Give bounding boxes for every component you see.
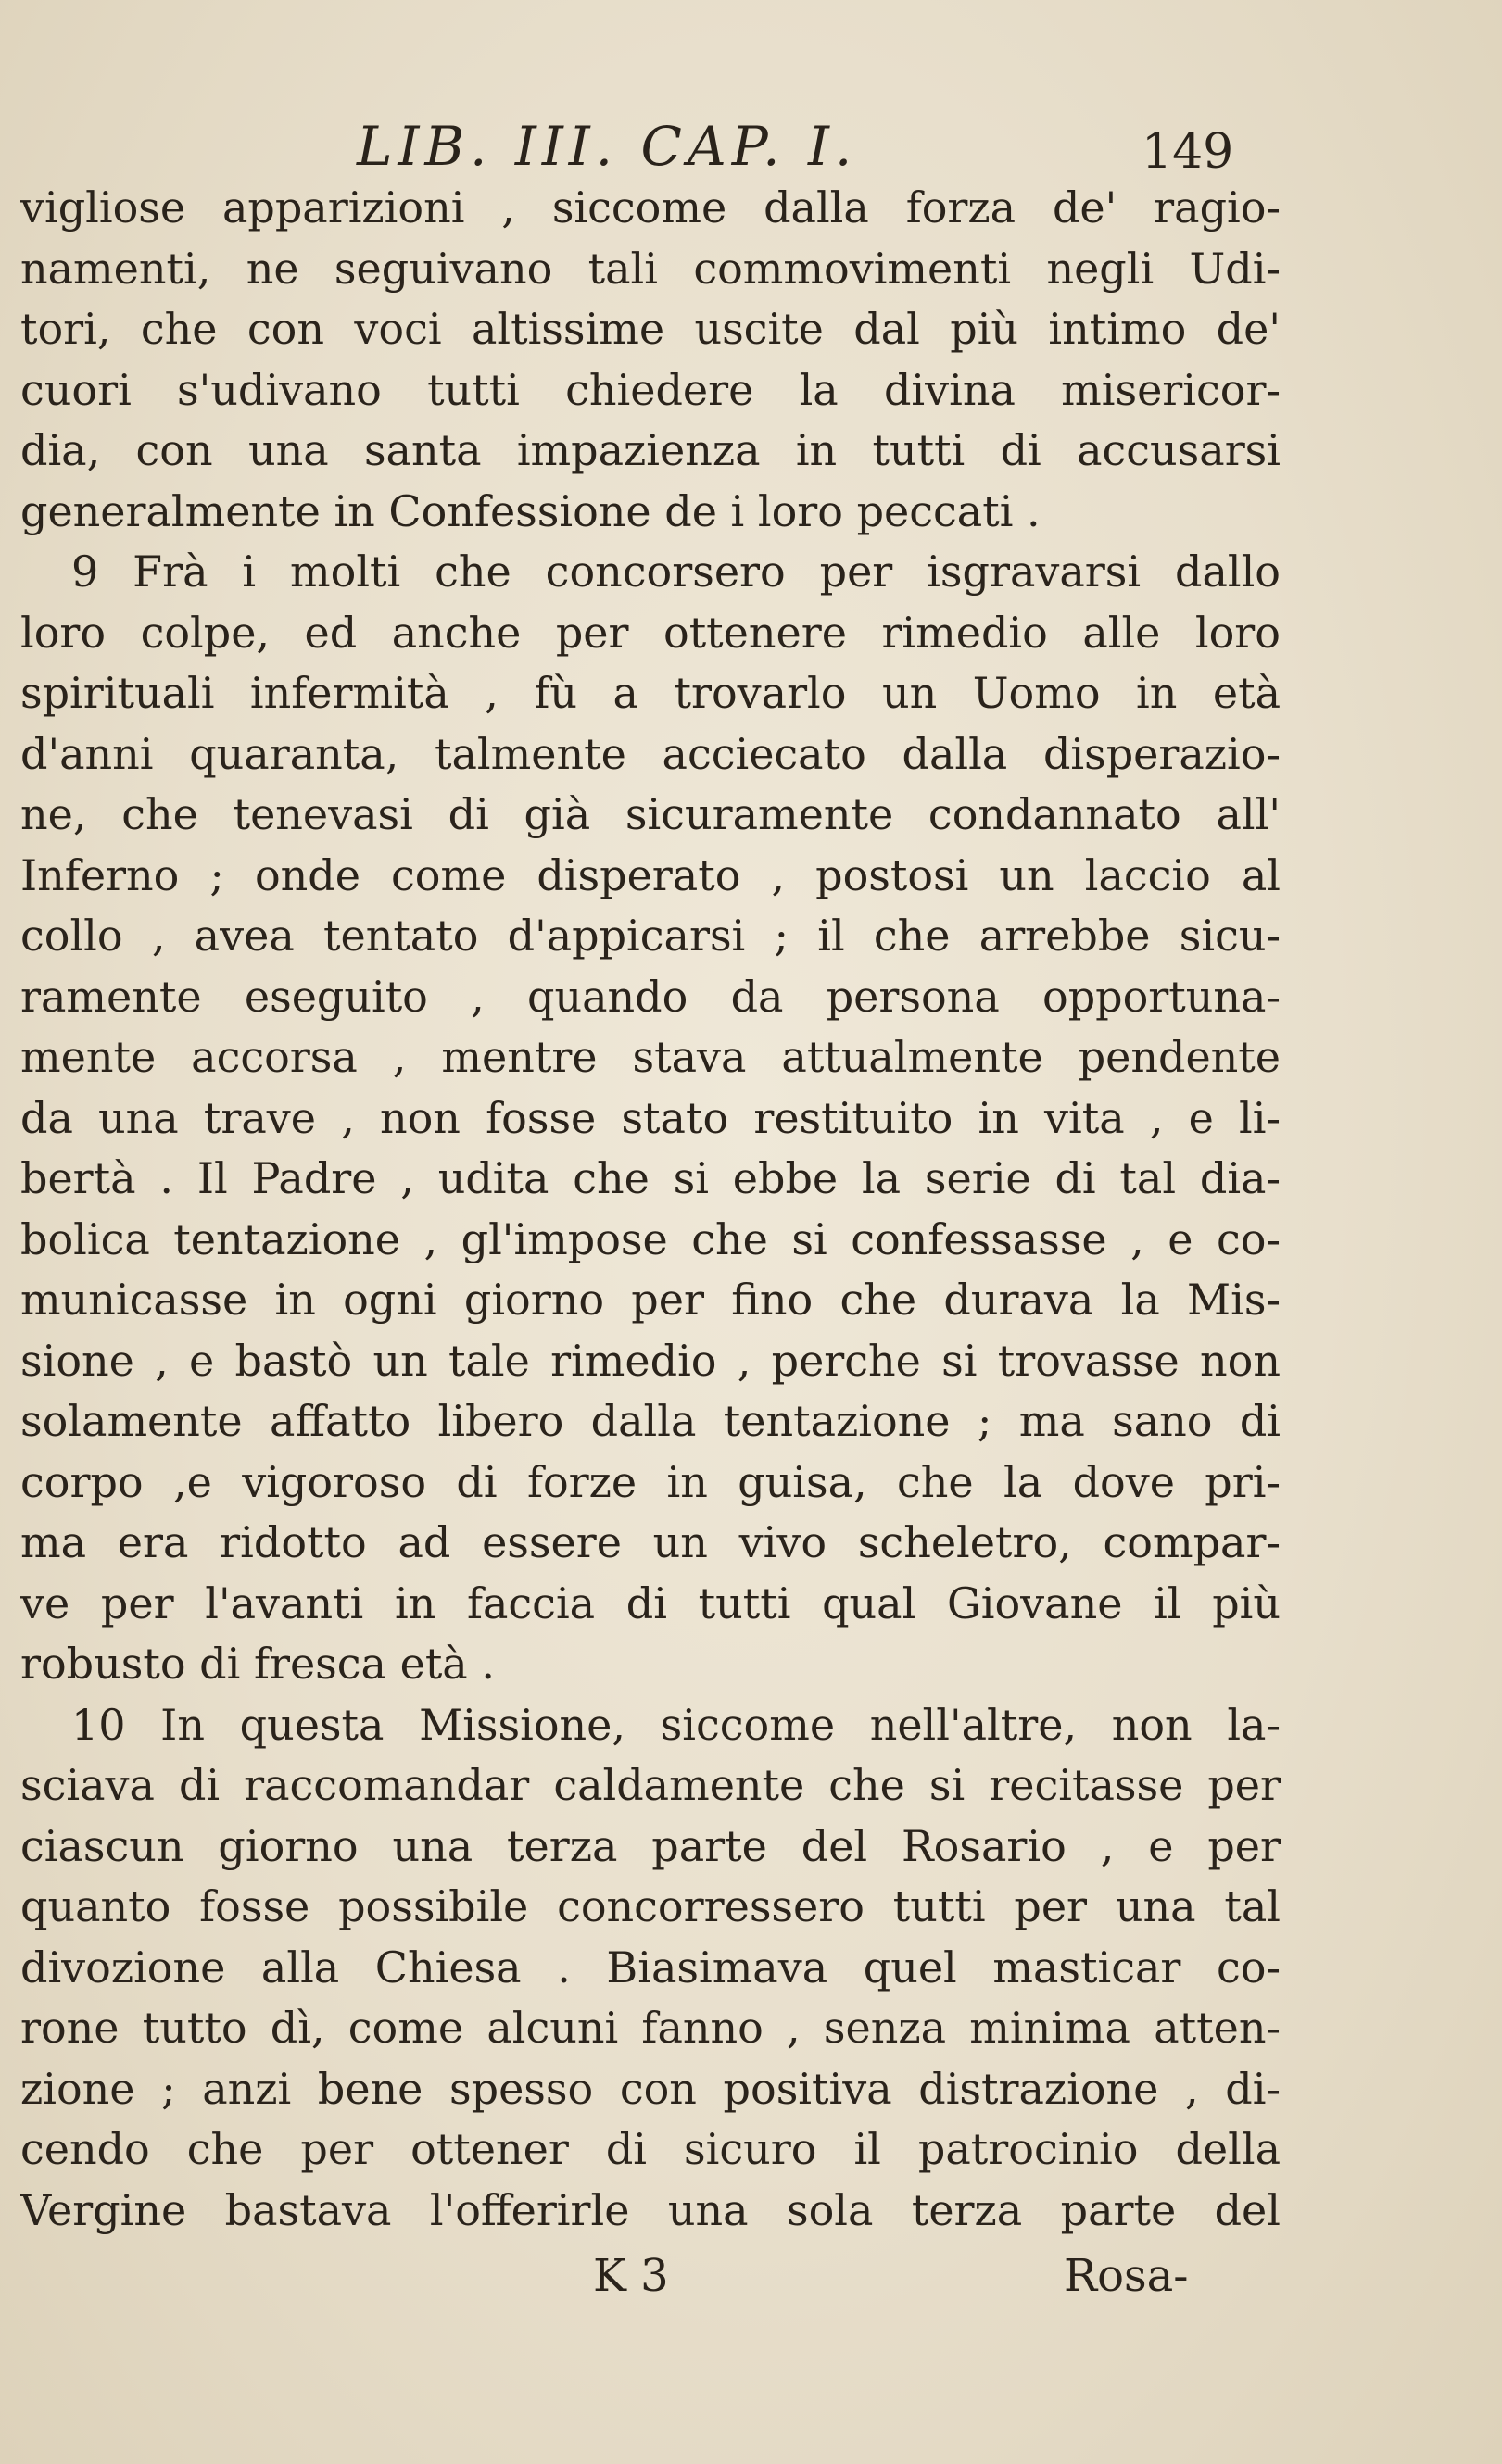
text-line: tori, che con voci altissime uscite dal più intimo de' xyxy=(20,304,1281,354)
text-line: da una trave , non fosse stato restituito in vita , e li- xyxy=(20,1092,1281,1143)
text-line: Inferno ; onde come disperato , postosi un laccio al xyxy=(20,849,1281,900)
text-line: spirituali infermità , fù a trovarlo un Uomo in età xyxy=(20,668,1281,718)
text-line: dia, con una santa impazienza in tutti di accusarsi xyxy=(20,425,1281,475)
running-head: LIB. III. CAP. I. xyxy=(357,115,858,178)
catchword: Rosa- xyxy=(1064,2250,1189,2302)
page-footer xyxy=(0,2244,1502,2308)
paragraph-10-start: 10 In questa Missione, siccome nell'altre, non la- xyxy=(71,1699,1281,1750)
text-line: vigliose apparizioni , siccome dalla forza de' ragio- xyxy=(20,182,1281,233)
text-line: zione ; anzi bene spesso con positiva distrazione , di- xyxy=(20,2063,1281,2114)
text-line: generalmente in Confessione de i loro peccati . xyxy=(20,485,1041,536)
text-line: Vergine bastava l'offerirle una sola terza parte del xyxy=(20,2184,1281,2235)
text-line: loro colpe, ed anche per ottenere rimedio alle loro xyxy=(20,607,1281,658)
signature-mark: K 3 xyxy=(593,2250,669,2302)
text-line: namenti, ne seguivano tali commovimenti negli Udi- xyxy=(20,243,1281,294)
text-line: cuori s'udivano tutti chiedere la divina misericor- xyxy=(20,364,1281,415)
text-line: divozione alla Chiesa . Biasimava quel masticar co- xyxy=(20,1942,1281,1993)
text-line: bolica tentazione , gl'impose che si confessasse , e co- xyxy=(20,1213,1281,1264)
text-line: robusto di fresca età . xyxy=(20,1639,495,1689)
text-line: rone tutto dì, come alcuni fanno , senza minima atten- xyxy=(20,2003,1281,2053)
text-line: solamente affatto libero dalla tentazione ; ma sano di xyxy=(20,1396,1281,1446)
text-line: ma era ridotto ad essere un vivo scheletro, compar- xyxy=(20,1517,1281,1567)
text-line: sciava di raccomandar caldamente che si recitasse per xyxy=(20,1760,1281,1810)
text-line: cendo che per ottener di sicuro il patrocinio della xyxy=(20,2124,1281,2174)
text-line: municasse in ogni giorno per fino che durava la Mis- xyxy=(20,1275,1281,1325)
text-line: ciascun giorno una terza parte del Rosario , e per xyxy=(20,1820,1281,1871)
body-text xyxy=(20,178,1281,2241)
page-number: 149 xyxy=(1142,124,1234,180)
text-line: quanto fosse possibile concorressero tutti per una tal xyxy=(20,1881,1281,1931)
text-line: ne, che tenevasi di già sicuramente condannato all' xyxy=(20,789,1281,839)
text-line: corpo ,e vigoroso di forze in guisa, che la dove pri- xyxy=(20,1456,1281,1507)
text-line: sione , e bastò un tale rimedio , perche si trovasse non xyxy=(20,1335,1281,1386)
text-line: bertà . Il Padre , udita che si ebbe la serie di tal dia- xyxy=(20,1153,1281,1203)
text-line: ramente eseguito , quando da persona opportuna- xyxy=(20,971,1281,1022)
text-line: collo , avea tentato d'appicarsi ; il che arrebbe sicu- xyxy=(20,911,1281,961)
text-line: mente accorsa , mentre stava attualmente pendente xyxy=(20,1032,1281,1082)
text-line: ve per l'avanti in faccia di tutti qual Giovane il più xyxy=(20,1578,1281,1628)
text-line: d'anni quaranta, talmente acciecato dalla disperazio- xyxy=(20,728,1281,779)
paragraph-9-start: 9 Frà i molti che concorsero per isgravarsi dallo xyxy=(71,547,1281,597)
